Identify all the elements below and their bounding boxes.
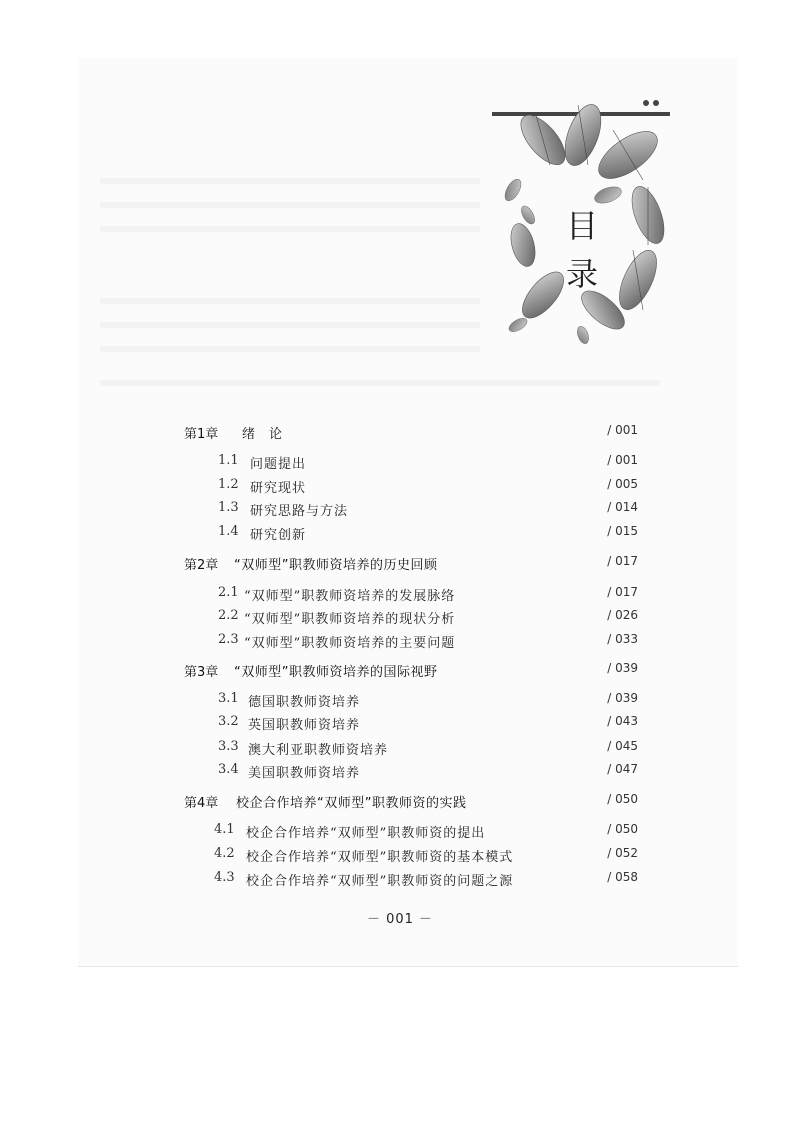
section-page: / 043 (607, 714, 638, 728)
section-title: “双师型”职教师资培养的现状分析 (244, 612, 456, 627)
toc-section[interactable] (0, 846, 800, 868)
show-through-line (100, 380, 660, 386)
toc-section[interactable] (0, 608, 800, 630)
section-page: / 047 (607, 762, 638, 776)
show-through-line (100, 298, 480, 304)
toc-section[interactable] (0, 762, 800, 784)
toc-section[interactable] (0, 870, 800, 892)
section-number: 2.3 (218, 632, 239, 647)
section-title: 校企合作培养“双师型”职教师资的提出 (246, 826, 486, 841)
toc-chapter-4[interactable] (0, 792, 800, 814)
chapter-page: / 050 (607, 792, 638, 806)
section-number: 3.2 (218, 714, 239, 729)
toc-heading-char: 录 (566, 255, 599, 293)
chapter-label: 第3章 (184, 665, 219, 680)
section-page: / 050 (607, 822, 638, 836)
section-number: 2.2 (218, 608, 239, 623)
chapter-title: 绪 论 (242, 427, 283, 442)
section-number: 1.4 (218, 524, 239, 539)
section-title: 美国职教师资培养 (248, 766, 361, 781)
section-title: 德国职教师资培养 (248, 695, 361, 710)
section-title: “双师型”职教师资培养的发展脉络 (244, 589, 456, 604)
section-number: 3.4 (218, 762, 239, 777)
section-page: / 052 (607, 846, 638, 860)
chapter-label: 第4章 (184, 796, 219, 811)
section-page: / 015 (607, 524, 638, 538)
section-number: 3.1 (218, 691, 239, 706)
toc-section[interactable] (0, 477, 800, 499)
section-page: / 005 (607, 477, 638, 491)
chapter-title: “双师型”职教师资培养的国际视野 (234, 665, 438, 680)
toc-heading-char: 目 (566, 207, 599, 245)
chapter-label: 第2章 (184, 558, 219, 573)
toc-chapter-2[interactable] (0, 554, 800, 576)
section-title: 问题提出 (250, 457, 307, 472)
toc-section[interactable] (0, 822, 800, 844)
show-through-line (100, 178, 480, 184)
section-number: 1.3 (218, 500, 239, 515)
section-title: 校企合作培养“双师型”职教师资的基本模式 (246, 850, 514, 865)
section-title: 校企合作培养“双师型”职教师资的问题之源 (246, 874, 514, 889)
section-number: 1.2 (218, 477, 239, 492)
chapter-label: 第1章 (184, 427, 219, 442)
section-number: 3.3 (218, 739, 239, 754)
section-page: / 058 (607, 870, 638, 884)
toc-section[interactable] (0, 524, 800, 546)
show-through-line (100, 226, 480, 232)
section-number: 4.2 (214, 846, 235, 861)
toc-section[interactable] (0, 714, 800, 736)
section-title: 研究创新 (250, 528, 307, 543)
show-through-line (100, 202, 480, 208)
section-number: 4.1 (214, 822, 235, 837)
toc-section[interactable] (0, 500, 800, 522)
toc-section[interactable] (0, 739, 800, 761)
toc-chapter-1[interactable] (0, 423, 800, 445)
show-through-line (100, 346, 480, 352)
section-page: / 033 (607, 632, 638, 646)
chapter-title: 校企合作培养“双师型”职教师资的实践 (236, 796, 467, 811)
section-page: / 026 (607, 608, 638, 622)
chapter-page: / 039 (607, 661, 638, 675)
section-page: / 045 (607, 739, 638, 753)
toc-section[interactable] (0, 632, 800, 654)
toc-section[interactable] (0, 691, 800, 713)
chapter-page: / 017 (607, 554, 638, 568)
toc-section[interactable] (0, 453, 800, 475)
section-title: “双师型”职教师资培养的主要问题 (244, 636, 456, 651)
section-title: 研究现状 (250, 481, 307, 496)
section-number: 2.1 (218, 585, 239, 600)
section-title: 澳大利亚职教师资培养 (248, 743, 389, 758)
page-number: － 001 － (366, 912, 434, 927)
show-through-line (100, 322, 480, 328)
section-page: / 001 (607, 453, 638, 467)
section-number: 1.1 (218, 453, 239, 468)
chapter-page: / 001 (607, 423, 638, 437)
section-page: / 017 (607, 585, 638, 599)
section-title: 英国职教师资培养 (248, 718, 361, 733)
section-number: 4.3 (214, 870, 235, 885)
toc-chapter-3[interactable] (0, 661, 800, 683)
section-page: / 014 (607, 500, 638, 514)
section-title: 研究思路与方法 (250, 504, 349, 519)
toc-section[interactable] (0, 585, 800, 607)
section-page: / 039 (607, 691, 638, 705)
chapter-title: “双师型”职教师资培养的历史回顾 (234, 558, 438, 573)
